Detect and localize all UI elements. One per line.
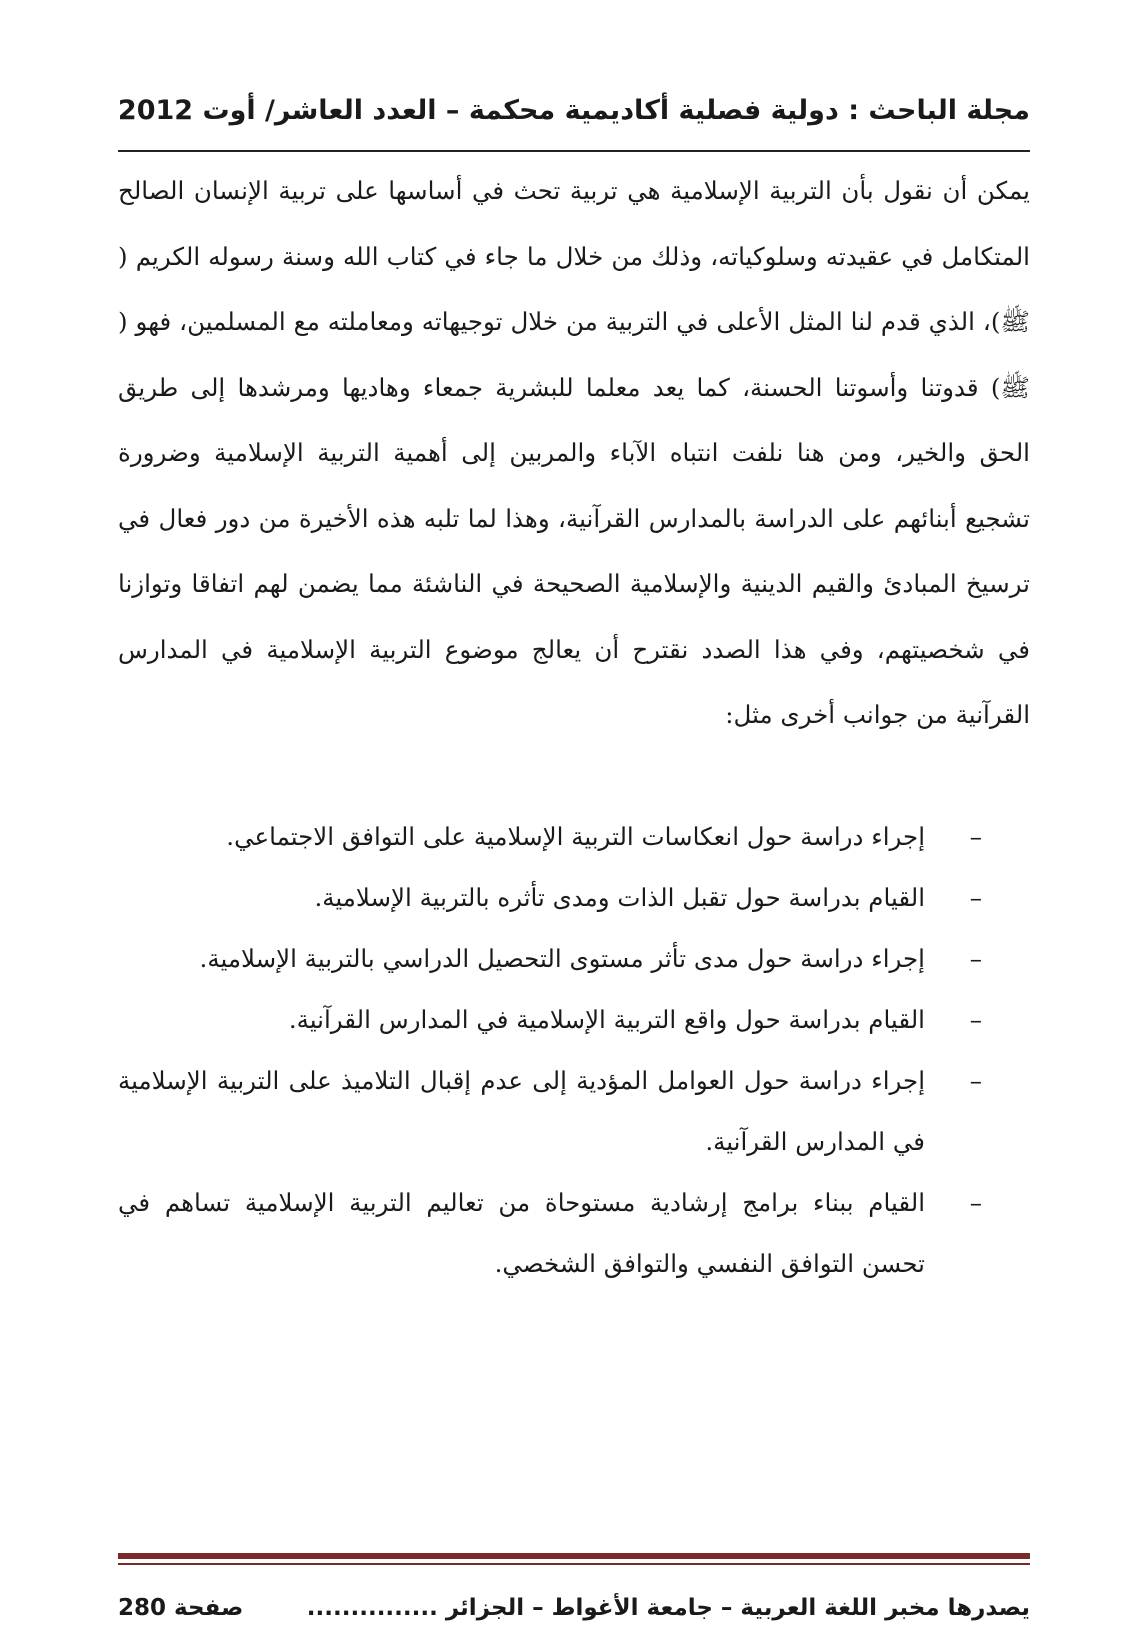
page-footer — [118, 1586, 1030, 1630]
list-item-text: القيام ببناء برامج إرشادية مستوحاة من تعاليم التربية الإسلامية تساهم في تحسن التوافق النفسي والتوافق الشخصي. — [118, 1188, 925, 1278]
dash-bullet: – — [969, 1005, 982, 1034]
list-item — [118, 806, 1030, 867]
footer-divider-thick — [118, 1553, 1030, 1559]
page-number: 280 — [118, 1595, 167, 1621]
list-item — [118, 1172, 1030, 1294]
list-item — [118, 989, 1030, 1050]
list-item-text: إجراء دراسة حول العوامل المؤدية إلى عدم إقبال التلاميذ على التربية الإسلامية في المدارس القرآنية. — [118, 1066, 925, 1156]
page-number-label — [118, 1586, 243, 1630]
dash-bullet: – — [969, 822, 982, 851]
list-item-text: إجراء دراسة حول انعكاسات التربية الإسلامية على التوافق الاجتماعي. — [226, 822, 925, 851]
list-item — [118, 1050, 1030, 1172]
list-item — [118, 928, 1030, 989]
journal-title: مجلة الباحث : دولية فصلية أكاديمية محكمة – العدد العاشر/ أوت 2012 — [117, 95, 1030, 126]
dash-bullet: – — [969, 883, 982, 912]
dash-bullet: – — [969, 1188, 982, 1217]
main-paragraph-block — [118, 158, 1030, 748]
journal-header — [118, 86, 1030, 136]
dash-bullet: – — [969, 1066, 982, 1095]
suggestions-list — [118, 806, 1030, 1294]
header-divider — [118, 150, 1030, 152]
list-item — [118, 867, 1030, 928]
list-item-text: القيام بدراسة حول واقع التربية الإسلامية في المدارس القرآنية. — [288, 1005, 925, 1034]
list-item-text: القيام بدراسة حول تقبل الذات ومدى تأثره بالتربية الإسلامية. — [314, 883, 925, 912]
dash-bullet: – — [969, 944, 982, 973]
footer-divider-thin — [118, 1563, 1030, 1565]
main-paragraph: يمكن أن نقول بأن التربية الإسلامية هي تربية تحث في أساسها على تربية الإنسان الصالح المتكامل في عقيدته وسلوكياته، وذلك من خلال ما جاء في كتاب الله وسنة رسوله الكريم ( ﷺ)، الذي قدم لنا المثل الأعلى في التربية من خلال توجيهاته ومعاملته مع المسلمين، فهو ( ﷺ) قدوتنا وأسوتنا الحسنة، كما يعد معلما للبشرية جمعاء وهاديها ومرشدها إلى طريق الحق والخير، ومن هنا نلفت انتباه الآباء والمربين إلى أهمية التربية الإسلامية وضرورة تشجيع أبنائهم على الدراسة بالمدارس القرآنية، وهذا لما تلبه هذه الأخيرة من دور فعال في ترسيخ المبادئ والقيم الدينية والإسلامية الصحيحة في الناشئة مما يضمن لهم اتفاقا وتوازنا في شخصيتهم، وفي هذا الصدد نقترح أن يعالج موضوع التربية الإسلامية في المدارس القرآنية من جوانب أخرى مثل: — [118, 176, 1030, 729]
footer-publisher: يصدرها مخبر اللغة العربية – جامعة الأغواط – الجزائر ............... — [306, 1595, 1030, 1621]
list-item-text: إجراء دراسة حول مدى تأثر مستوى التحصيل الدراسي بالتربية الإسلامية. — [199, 944, 925, 973]
page-label: صفحة — [174, 1595, 244, 1621]
